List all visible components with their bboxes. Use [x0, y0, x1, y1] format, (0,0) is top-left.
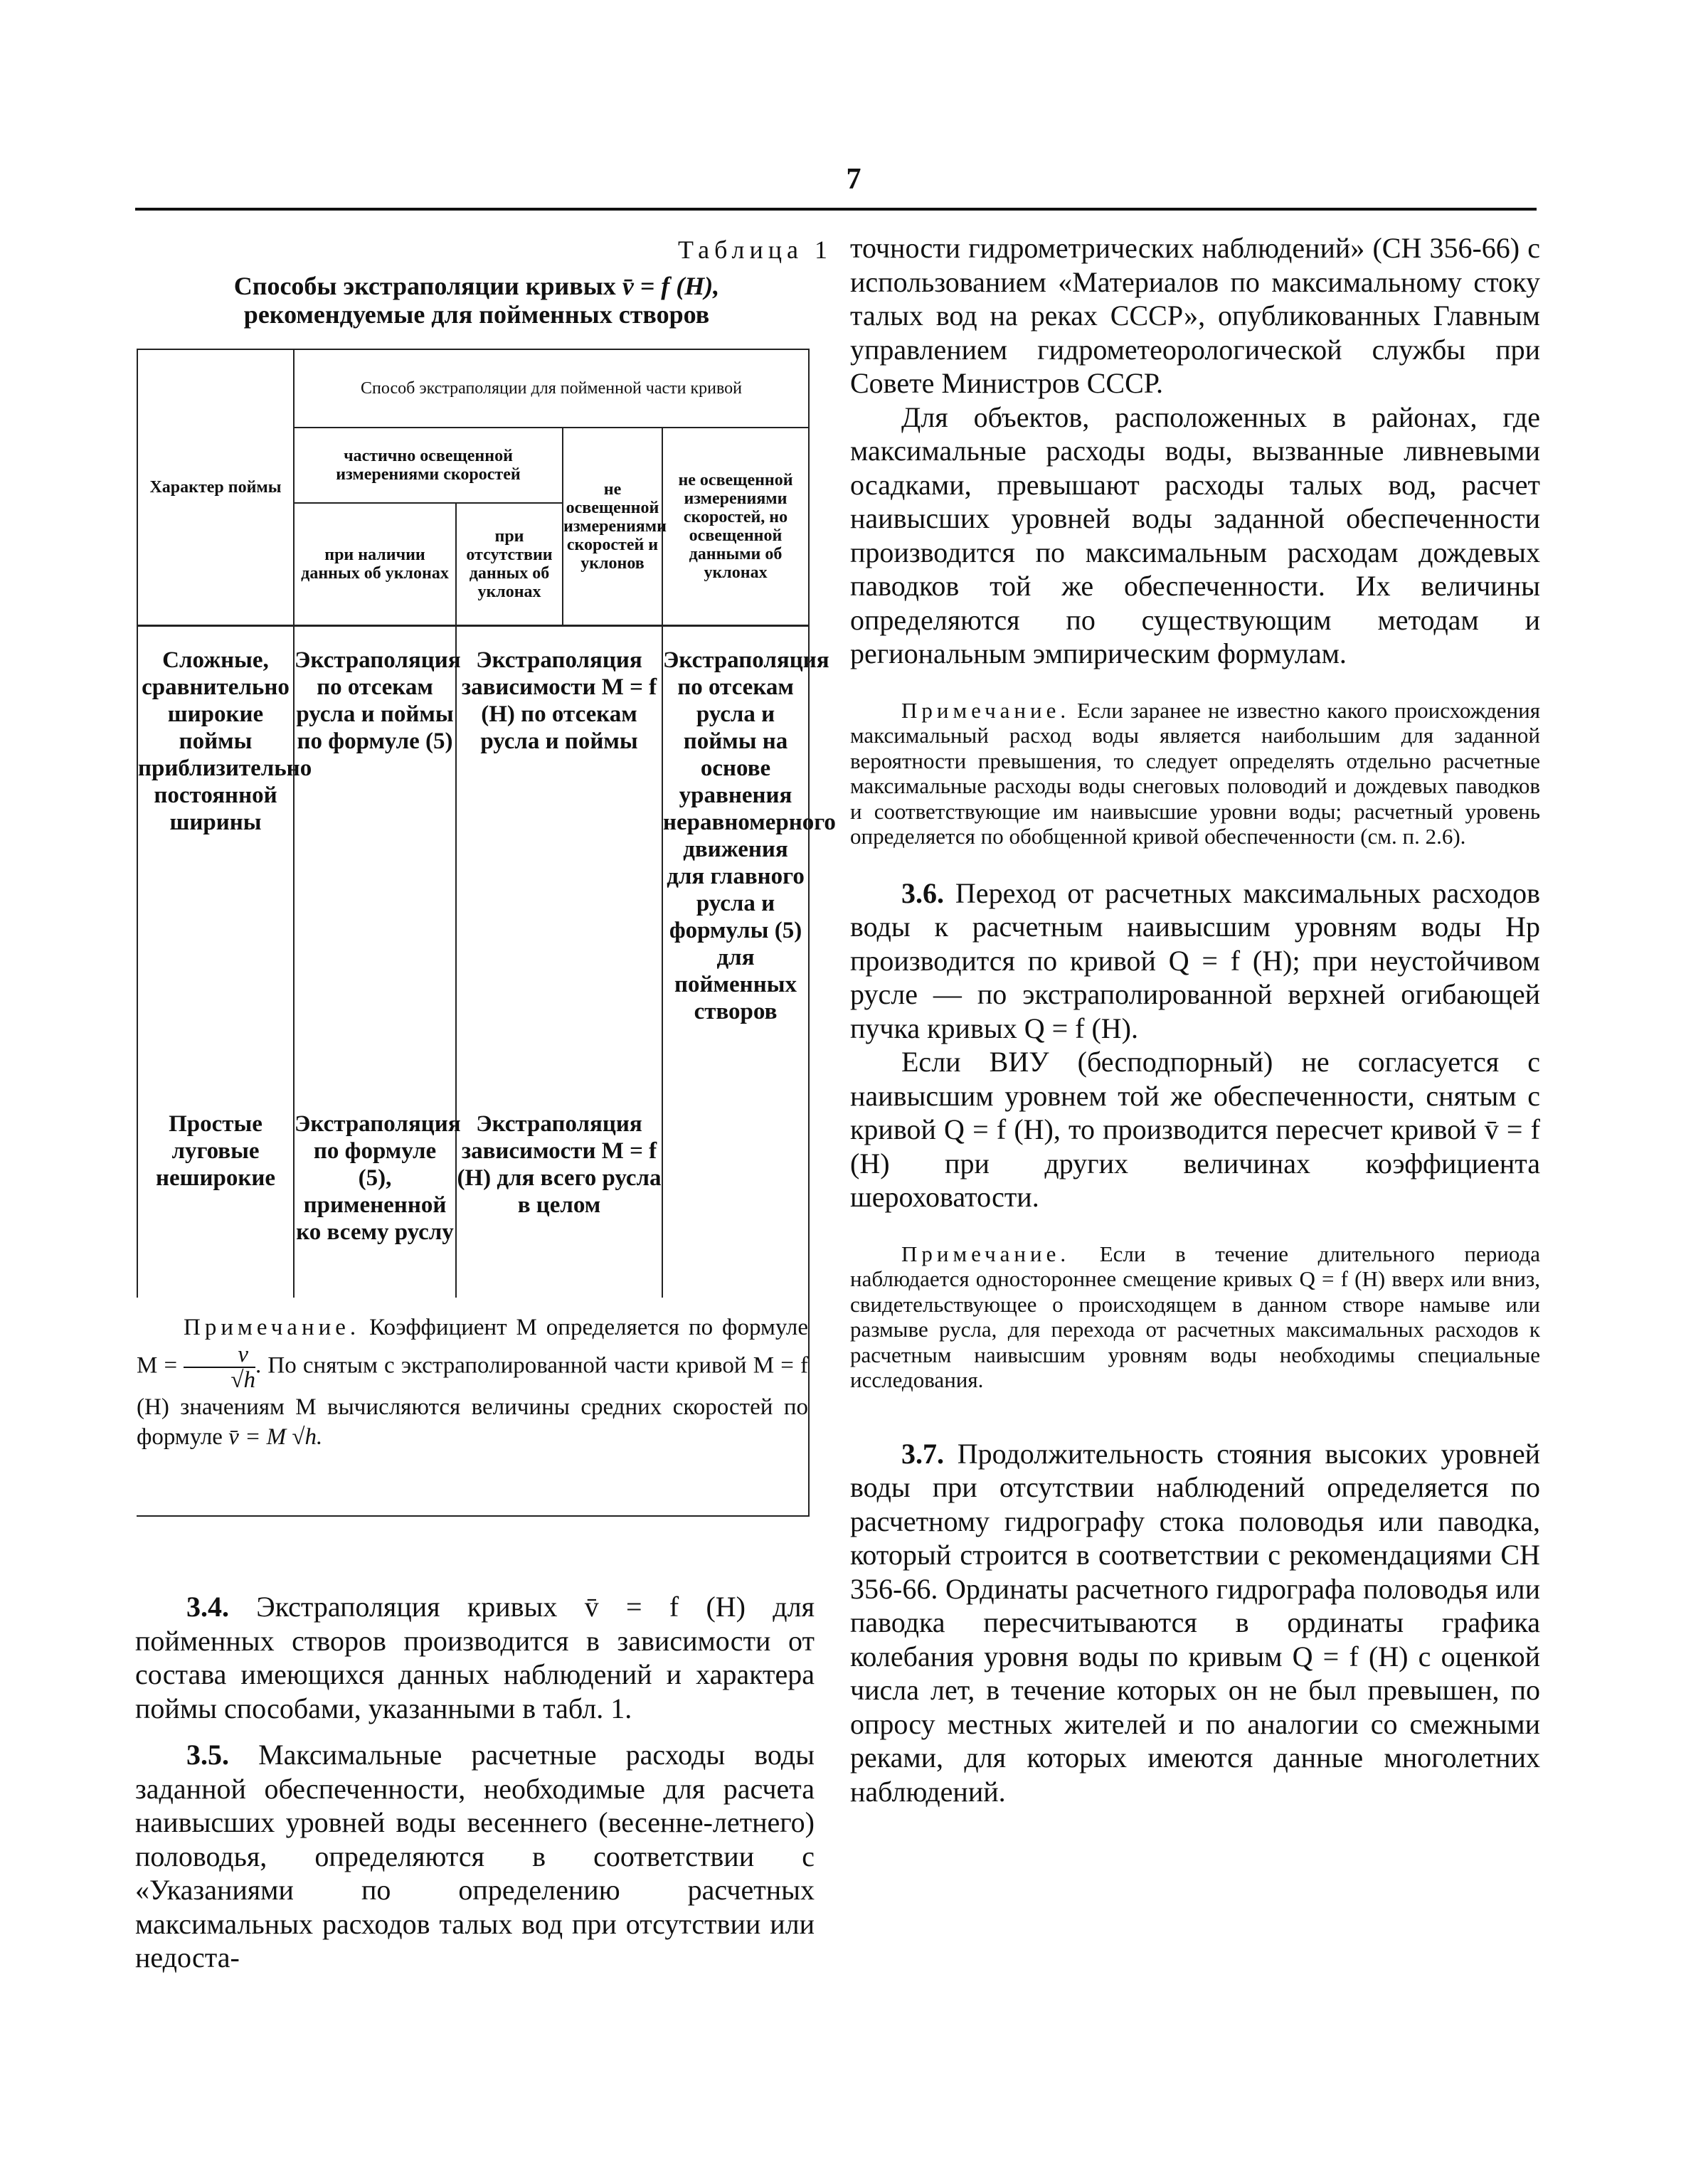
- table-title-line2: рекомендуемые для пойменных створов: [243, 300, 710, 329]
- row1-slopes-only: Экстраполяция по отсекам русла и поймы на основе уравнения неравномерного движения для главного русла и формулы (5) для пойменных створов: [662, 625, 809, 1102]
- header-character: Характер поймы: [137, 349, 294, 625]
- table-note-part2: . По снятым с экстраполированной части кривой M = f (H) значениям M вычисляются величины средних скоростей по формуле: [137, 1352, 809, 1450]
- header-rule: [135, 208, 1537, 211]
- paragraph-3-4: 3.4. Экстраполяция кривых v̄ = f (H) для пойменных створов производится в зависимости от состава имеющихся данных наблюдений и характера поймы способами, указанными в табл. 1.: [135, 1591, 815, 1724]
- row1-character: Сложные, сравнительно широкие поймы приблизительно постоянной ширины: [137, 625, 294, 1102]
- row2-character: Простые луговые неширокие: [137, 1102, 294, 1298]
- paragraph-objects: Для объектов, расположенных в районах, где максимальные расходы воды, вызванные ливневыми осадками, превышают расходы талых вод, расчет наивысших уровней воды заданной обеспеченности производится по максимальным расходам дождевых паводков той же обеспеченности. Их величины определяются по существующим методам и региональным эмпирическим формулам.: [850, 401, 1540, 669]
- table-note-part1: Коэффициент M определяется по формуле M =: [137, 1315, 808, 1379]
- table-note-formula: v̄ = M √h.: [228, 1424, 323, 1450]
- table-frame-bottom: [137, 1515, 810, 1517]
- page-number: 7: [846, 163, 861, 196]
- table-title-formula: v̄ = f (H),: [622, 272, 720, 300]
- paragraph-3-7: 3.7. Продолжительность стояния высоких уровней воды при отсутствии наблюдений определяется по расчетному гидрографу стока половодья или паводка, который строится в соответствии с рекомендациями СН 356-66. Ординаты расчетного гидрографа половодья или паводка пересчитываются в ординаты графика колебания уровня воды по кривым Q = f (H) с оценкой числа лет, в течение которых он не был превышен, по опросу местных жителей и по аналогии со смежными реками, для которых имеются данные многолетних наблюдений.: [850, 1437, 1540, 1808]
- table-note: [137, 1313, 808, 1452]
- header-group: Способ экстраполяции для пойменной части кривой: [294, 349, 809, 428]
- row1-not-lit: Экстраполяция зависимости M = f (H) по отсекам русла и поймы: [456, 625, 662, 1102]
- row1-with-slopes: Экстраполяция по отсекам русла и поймы по формуле (5): [294, 625, 456, 1102]
- header-without-slopes: при отсутствии данных об уклонах: [456, 503, 563, 625]
- header-with-slopes: при наличии данных об уклонах: [294, 503, 456, 625]
- table-frame-right: [808, 349, 810, 1515]
- paragraph-3-5: 3.5. Максимальные расчетные расходы воды заданной обеспеченности, необходимые для расчета наивысших уровней воды весеннего (весенне-летнего) половодья, определяются в соответствии с «Указаниями по определению расчетных максимальных расходов талых вод при отсутствии или недоста-: [135, 1739, 815, 1973]
- table-title-prefix: Способы экстраполяции кривых: [233, 272, 622, 300]
- header-partial: частично освещенной измерениями скоростей: [294, 428, 563, 503]
- row2-slopes-only: [662, 1102, 809, 1298]
- paragraph-viu: Если ВИУ (бесподпорный) не согласуется с наивысшим уровнем той же обеспеченности, снятым с кривой Q = f (H), то производится пересчет кривой v̄ = f (H) при других величинах коэффициента шероховатости.: [850, 1046, 1540, 1213]
- table-note-label: Примечание.: [184, 1315, 361, 1340]
- right-column: [850, 231, 1540, 1808]
- table-title: [135, 272, 818, 329]
- table-label: Таблица 1: [678, 235, 832, 264]
- left-column: [135, 1590, 815, 1975]
- note-origin: Примечание. Если заранее не известно какого происхождения максимальный расход воды является наибольшим для заданной вероятности превышения, то следует определять отдельно расчетные максимальные расходы воды снеговых половодий и дождевых паводков и соответствующие им наивысшие уровни воды; расчетный уровень определяется по обобщенной кривой обеспеченности (см. п. 2.6).: [850, 697, 1540, 849]
- header-not-lit: не освещенной измерениями скоростей и уклонов: [563, 428, 662, 625]
- paragraph-3-6: 3.6. Переход от расчетных максимальных расходов воды к расчетным наивысшим уровням воды Hр производится по кривой Q = f (H); при неустойчивом русле — по экстраполированной верхней огибающей пучка кривых Q = f (H).: [850, 876, 1540, 1044]
- extrapolation-table: [137, 349, 836, 1298]
- note-shift: Примечание. Если в течение длительного периода наблюдается одностороннее смещение кривых Q = f (H) вверх или вниз, свидетельствующее о происходящем в данном створе намыве или размыве русла, для перехода от расчетных максимальных расходов к расчетным наивысшим уровням воды необходимы специальные исследования.: [850, 1241, 1540, 1392]
- row2-not-lit: Экстраполяция зависимости M = f (H) для всего русла в целом: [456, 1102, 662, 1298]
- table-note-fraction: $\frac{v}{√h}$: [184, 1342, 255, 1392]
- paragraph-continued: точности гидрометрических наблюдений» (СН 356-66) с использованием «Материалов по максимальному стоку талых вод на реках СССР», опубликованных Главным управлением гидрометеорологической службы при Совете Министров СССР.: [850, 232, 1540, 399]
- row2-with-slopes: Экстраполяция по формуле (5), примененной ко всему руслу: [294, 1102, 456, 1298]
- header-not-lit-slopes: не освещенной измерениями скоростей, но освещенной данными об уклонах: [662, 428, 809, 625]
